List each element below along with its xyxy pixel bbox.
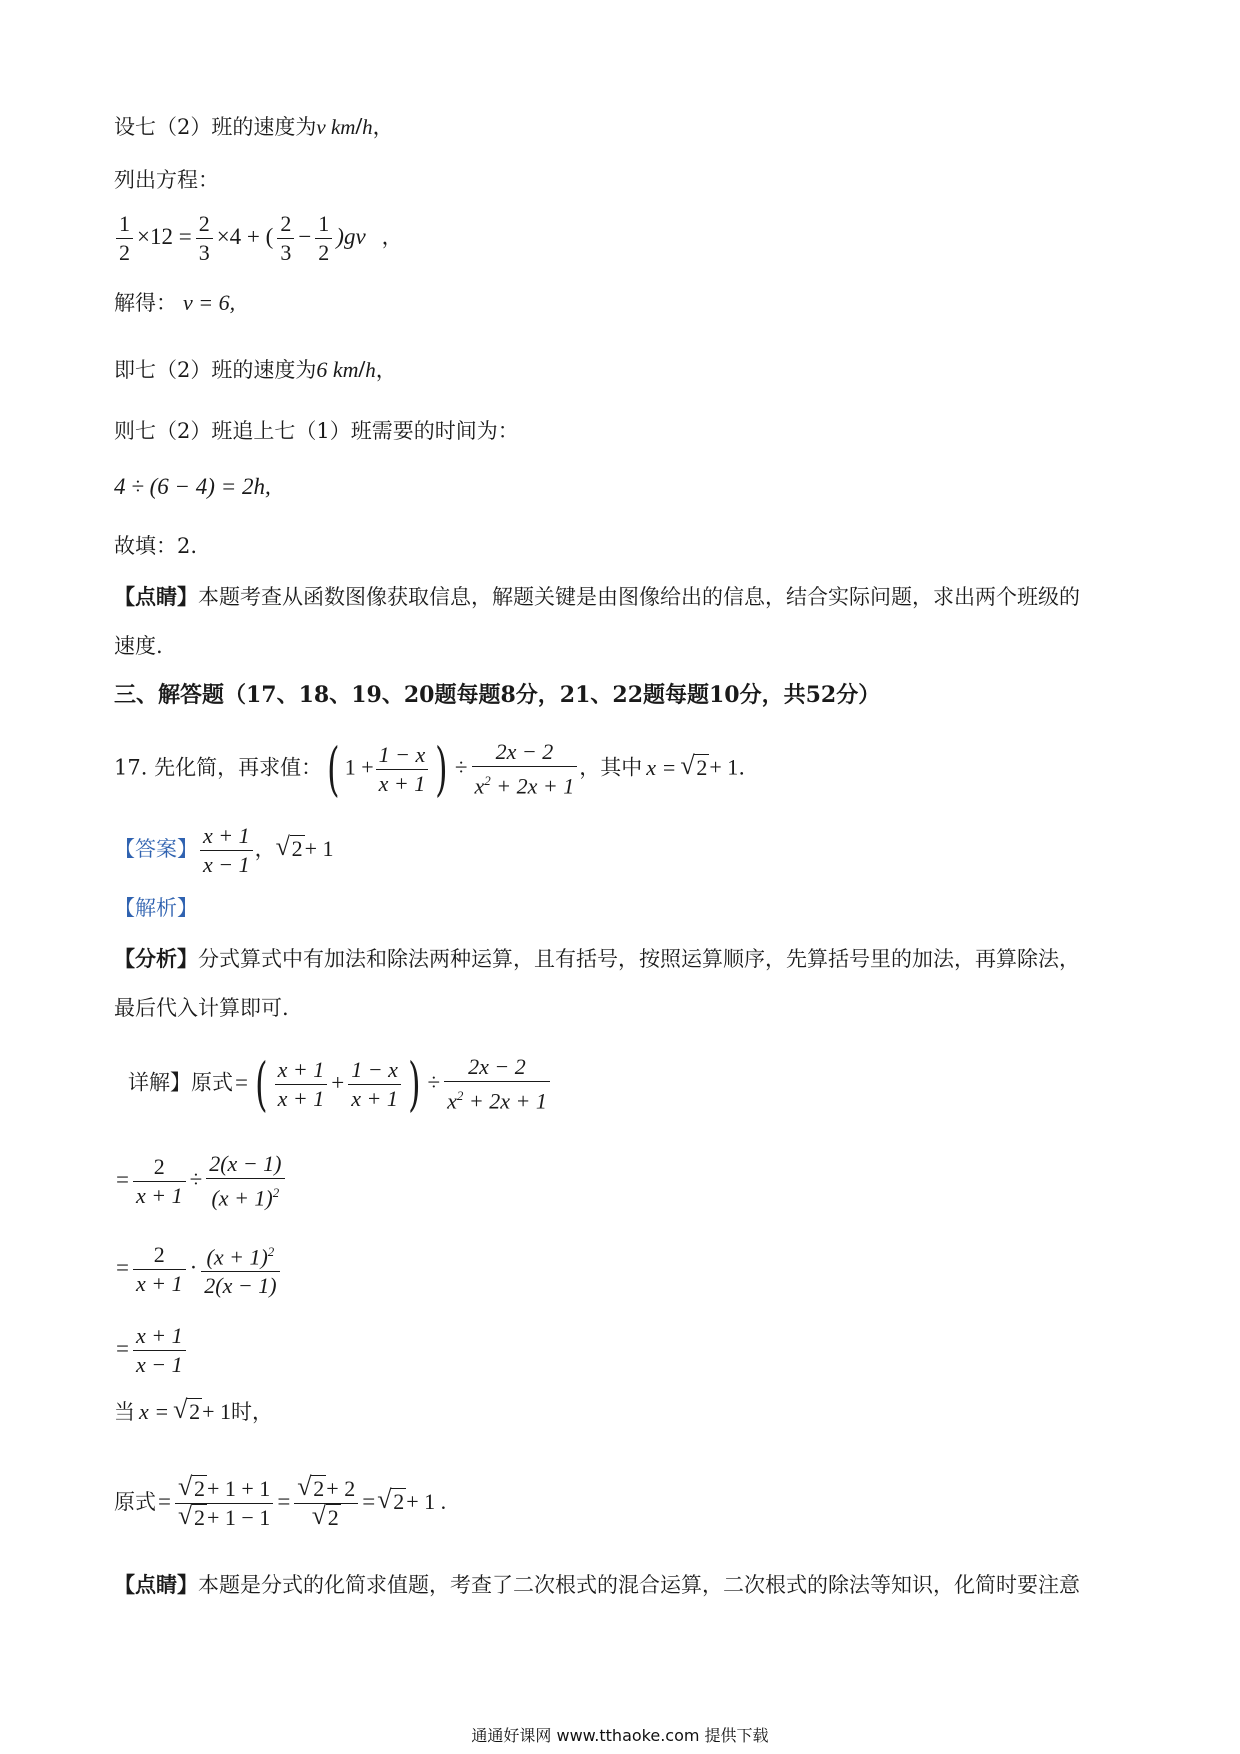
text-span: 原式 xyxy=(114,1490,156,1514)
fraction: $\frac{2}{3}$ xyxy=(277,210,294,267)
question-prefix: 17. 先化简，再求值： xyxy=(114,755,323,780)
comment-line xyxy=(114,1570,1080,1600)
step-line: = $\frac{x + 1}{x - 1}$ xyxy=(114,1322,188,1379)
text-line: 则七（2）班追上七（1）班需要的时间为： xyxy=(114,419,519,443)
math-text: − xyxy=(298,224,312,249)
math-text: + 1 xyxy=(709,754,739,780)
fraction: √ 2+ 1 + 1 √ 2+ 1 − 1 xyxy=(175,1475,273,1532)
step-line: = $\frac{2}{x + 1}$ · $\frac{(x + 1)^2}{2(x - 1)}$ xyxy=(114,1238,282,1300)
math-text: ×4 + ( xyxy=(216,224,274,249)
analysis-tag: 【解析】 xyxy=(114,896,198,920)
fraction: $\frac{2(x - 1)}{(x + 1)^2}$ xyxy=(206,1150,284,1212)
step-line: = $\frac{2}{x + 1}$ ÷ $\frac{2(x - 1)}{(x + 1)^2}$ xyxy=(114,1150,287,1212)
fraction: $\frac{x + 1}{x + 1}$ xyxy=(275,1056,328,1113)
sqrt: √ 2 xyxy=(276,834,305,864)
question-17: 17. 先化简，再求值：( 1 + $\frac{1 - x}{x + 1}$ ) ÷ $\frac{2x - 2}{x^2 + 2x + 1}$ ，其中 x =√ 2+ 1. xyxy=(114,738,745,800)
text-line: 即七（2）班的速度为6 km/h， xyxy=(114,357,397,383)
math-text: 4 ÷ (6 − 4) = 2h, xyxy=(114,474,271,499)
text-line: 速度. xyxy=(114,634,163,658)
section-heading: 三、解答题（17、18、19、20题每题8分，21、22题每题10分，共52分） xyxy=(114,682,881,708)
punct: ， xyxy=(375,358,397,382)
fraction: $\frac{2}{3}$ xyxy=(196,210,213,267)
punct: ， xyxy=(372,115,394,139)
text-span: 解得： xyxy=(114,291,177,315)
comment-tag: 【点睛】 xyxy=(114,584,198,609)
fraction: $\frac{x + 1}{x - 1}$ xyxy=(200,822,253,879)
math-text: v = 6, xyxy=(183,290,236,315)
equation-line xyxy=(114,472,271,502)
punct: ， xyxy=(381,225,403,249)
fraction: $\frac{2}{x + 1}$ xyxy=(133,1241,186,1298)
math-unit-h: h xyxy=(362,115,373,139)
comment-tag: 【点睛】 xyxy=(114,1572,198,1597)
analysis-subtag: 【分析】 xyxy=(114,946,198,971)
fraction: $\frac{2x - 2}{x^2 + 2x + 1}$ xyxy=(472,738,578,800)
punct: . xyxy=(738,755,745,780)
math-unit-h: h xyxy=(365,358,376,382)
text-span: 即七（2）班的速度为 xyxy=(114,358,317,382)
text-span: 分式算式中有加法和除法两种运算，且有括号，按照运算顺序，先算括号里的加法，再算除法， xyxy=(198,947,1080,971)
fraction: $\frac{1 - x}{x + 1}$ xyxy=(376,741,429,798)
math-text: 1 + xyxy=(344,754,374,780)
math-text: )gv xyxy=(336,224,366,249)
punct: ， xyxy=(254,837,276,861)
text-span: 当 xyxy=(114,1400,135,1424)
fraction: $\frac{(x + 1)^2}{2(x - 1)}$ xyxy=(201,1238,279,1300)
fraction: $\frac{x + 1}{x - 1}$ xyxy=(133,1322,186,1379)
analysis-line xyxy=(114,944,1080,974)
text-line: 列出方程： xyxy=(114,168,219,192)
text-span: ，其中 xyxy=(579,755,643,780)
fraction: $\frac{1 - x}{x + 1}$ xyxy=(348,1056,401,1113)
comment-line xyxy=(114,582,1080,612)
text-line xyxy=(114,288,235,318)
answer-line xyxy=(114,822,334,879)
fraction: $\frac{2}{x + 1}$ xyxy=(133,1153,186,1210)
sqrt: √ 2 xyxy=(377,1487,406,1517)
page-footer: 通通好课网 www.tthaoke.com 提供下载 xyxy=(471,1726,769,1745)
final-line: 原式= √ 2+ 1 + 1 √ 2+ 1 − 1 = √ 2+ 2 √ 2 =√ 2+ 1 . xyxy=(114,1475,446,1532)
text-line: 最后代入计算即可. xyxy=(114,996,289,1020)
math-text: + 1 xyxy=(304,836,334,861)
text-span: 本题是分式的化简求值题，考查了二次根式的混合运算，二次根式的除法等知识，化简时要注意 xyxy=(198,1573,1080,1597)
when-line: 当 x =√ 2+ 1时， xyxy=(114,1397,273,1427)
text-span: 设七（2）班的速度为 xyxy=(114,115,317,139)
answer-tag: 【答案】 xyxy=(114,837,198,861)
fraction: $\frac{2x - 2}{x^2 + 2x + 1}$ xyxy=(444,1053,550,1115)
text-span: 本题考查从函数图像获取信息，解题关键是由图像给出的信息，结合实际问题，求出两个班级的 xyxy=(198,585,1080,609)
math-velocity-unit: v km xyxy=(316,115,356,139)
detail-line: 详解】原式= ( $\frac{x + 1}{x + 1}$ + $\frac{1 - x}{x + 1}$ ) ÷ $\frac{2x - 2}{x^2 + 2x + 1}$ xyxy=(128,1053,552,1115)
text-line: 故填：2. xyxy=(114,534,198,558)
sqrt: √ 2 xyxy=(680,753,709,783)
fraction: √ 2+ 2 √ 2 xyxy=(294,1475,358,1532)
fraction: $\frac{1}{2}$ xyxy=(315,210,332,267)
math-velocity-unit: 6 km xyxy=(316,357,359,382)
sqrt: √ 2 xyxy=(173,1397,202,1427)
text-line: 设七（2）班的速度为v km/h， xyxy=(114,114,394,140)
equation-line xyxy=(114,210,403,267)
math-text: ×12 = xyxy=(137,224,192,249)
math-text: x = xyxy=(646,754,677,780)
text-span: 时， xyxy=(231,1400,274,1424)
math-text: ÷ xyxy=(454,754,468,780)
fraction: $\frac{1}{2}$ xyxy=(116,210,133,267)
text-span: 详解】原式 xyxy=(128,1070,233,1095)
